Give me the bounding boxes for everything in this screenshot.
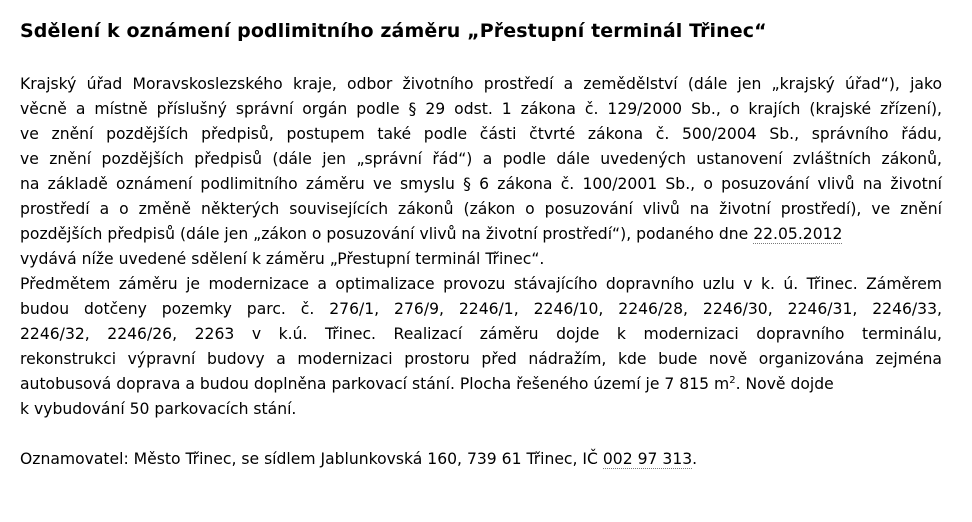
text-line: na základě oznámení podlimitního záměru ve smyslu § 6 zákona č. 100/2001 Sb., o posuzování vlivů na životní — [20, 175, 942, 193]
text-fragment: autobusová doprava a budou doplněna parkovací stání. Plocha řešeného území je 7 815 m — [20, 375, 730, 393]
text-line: prostředí a o změně některých souvisejících zákonů (zákon o posuzování vlivů na životní prostředí), ve znění — [20, 200, 942, 218]
text-line: 2246/32, 2246/26, 2263 v k.ú. Třinec. Realizací záměru dojde k modernizaci dopravního terminálu, — [20, 325, 942, 343]
text-line: ve znění pozdějších předpisů (dále jen „správní řád“) a podle dále uvedených ustanovení zvláštních zákonů, — [20, 150, 942, 168]
applicant-ico: 002 97 313 — [602, 450, 693, 468]
text-line — [20, 447, 942, 472]
text-fragment: pozdějších předpisů (dále jen „zákon o posuzování vlivů na životní prostředí“), podaného dne — [20, 225, 754, 243]
text-line — [20, 372, 942, 397]
text-line: Krajský úřad Moravskoslezského kraje, odbor životního prostředí a zemědělství (dále jen „krajský úřad“), jako — [20, 75, 942, 93]
applicant-paragraph — [20, 447, 942, 472]
applicant-text: Oznamovatel: Město Třinec, se sídlem Jablunkovská 160, 739 61 Třinec, IČ — [20, 450, 603, 468]
text-line: k vybudování 50 parkovacích stání. — [20, 400, 297, 418]
text-line: rekonstrukci výpravní budovy a modernizaci prostoru před nádražím, kde bude nově organizována zejména — [20, 350, 942, 368]
text-line — [20, 222, 942, 247]
submission-date: 22.05.2012 — [753, 225, 843, 243]
text-line: věcně a místně příslušný správní orgán podle § 29 odst. 1 zákona č. 129/2000 Sb., o krajích (krajské zřízení), — [20, 100, 942, 118]
text-line: budou dotčeny pozemky parc. č. 276/1, 276/9, 2246/1, 2246/10, 2246/28, 2246/30, 2246/31, 2246/33, — [20, 300, 942, 318]
text-line: ve znění pozdějších předpisů, postupem také podle části čtvrté zákona č. 500/2004 Sb., správního řádu, — [20, 125, 942, 143]
document-title: Sdělení k oznámení podlimitního záměru „Přestupní terminál Třinec“ — [20, 20, 767, 42]
document — [20, 14, 942, 472]
subject-paragraph — [20, 272, 942, 422]
text-fragment: . Nově dojde — [735, 375, 834, 393]
text-line: vydává níže uvedené sdělení k záměru „Přestupní terminál Třinec“. — [20, 250, 545, 268]
superscript: 2 — [729, 374, 736, 386]
text-line: Předmětem záměru je modernizace a optimalizace provozu stávajícího dopravního uzlu v k. ú. Třinec. Záměrem — [20, 275, 942, 293]
intro-paragraph — [20, 72, 942, 272]
text-fragment: . — [692, 450, 698, 468]
